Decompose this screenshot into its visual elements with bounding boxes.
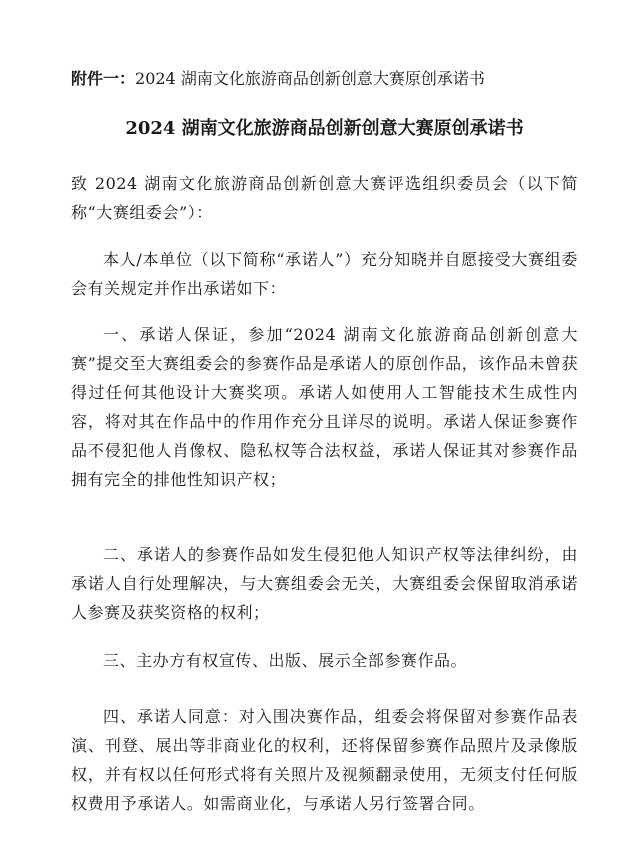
attachment-label: 附件一： xyxy=(71,69,136,88)
attachment-heading xyxy=(71,67,485,91)
attachment-text: 2024 湖南文化旅游商品创新创意大赛原创承诺书 xyxy=(135,69,485,88)
clause-2-paragraph: 二、承诺人的参赛作品如发生侵犯他人知识产权等法律纠纷，由承诺人自行处理解决，与大赛组委会无关，大赛组委会保留取消承诺人参赛及获奖资格的权利； xyxy=(71,545,578,622)
clause-3-paragraph: 三、主办方有权宣传、出版、展示全部参赛作品。 xyxy=(103,651,468,670)
document-title: 2024 湖南文化旅游商品创新创意大赛原创承诺书 xyxy=(125,118,524,139)
clause-4-paragraph: 四、承诺人同意：对入围决赛作品，组委会将保留对参赛作品表演、刊登、展出等非商业化的权利，还将保留参赛作品照片及录像版权，并有权以任何形式将有关照片及视频翻录使用，无须支付任何版权费用予承诺人。如需商业化，与承诺人另行签署合同。 xyxy=(71,707,578,813)
intro-paragraph: 本人/本单位（以下简称“承诺人”）充分知晓并自愿接受大赛组委会有关规定并作出承诺如下： xyxy=(71,250,578,298)
addressee-paragraph: 致 2024 湖南文化旅游商品创新创意大赛评选组织委员会（以下简称“大赛组委会”）： xyxy=(71,174,578,222)
clause-1-paragraph: 一、承诺人保证，参加“2024 湖南文化旅游商品创新创意大赛”提交至大赛组委会的参赛作品是承诺人的原创作品，该作品未曾获得过任何其他设计大赛奖项。承诺人如使用人工智能技术生成性内容，将对其在作品中的作用作充分且详尽的说明。承诺人保证参赛作品不侵犯他人肖像权、隐私权等合法权益，承诺人保证其对参赛作品拥有完全的排他性知识产权； xyxy=(71,325,578,489)
